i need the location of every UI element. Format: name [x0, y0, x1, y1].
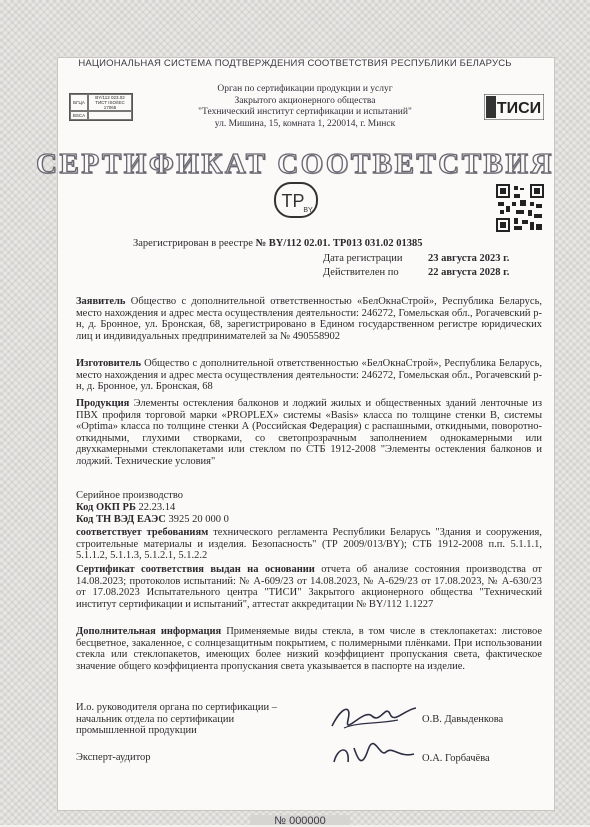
organ-line-3: "Технический институт сертификации и испытаний" — [198, 107, 412, 117]
valid-until-date: 22 августа 2028 г. — [428, 267, 510, 278]
manufacturer-label: Изготовитель — [76, 358, 141, 369]
head-signature-icon — [328, 700, 420, 734]
head-title — [76, 702, 277, 737]
certification-body — [150, 84, 460, 130]
expert-label: Эксперт-аудитор — [76, 752, 151, 763]
applicant-text: Общество с дополнительной ответственностью «БелОкнаСтрой», Республика Беларусь, место нахождения и адрес места осуществления деятельности: 246272, Гомельская обл., Рогачевский р-н, д. Бронное, ул. Бронская, 68, зарегистрировано в Едином государственном регистре юридических лиц и индивидуальных предпринимателей за № 490558902 — [76, 296, 542, 342]
complies-text: технического регламента Республики Беларусь "Здания и сооружения, строительные материалы и изделия. Безопасность" (ТР 2009/013/BY); СТБ 1912-2008 п.п. 5.1.1.1, 5.1.1.2, 5.1.1.3, 5.1.2.1, 5.1.2.2 — [76, 527, 542, 561]
tr-mark-text: ТР — [281, 191, 305, 211]
valid-until-label: Действителен по — [323, 267, 399, 278]
accreditation-mark-tl: БГЦА — [70, 94, 88, 111]
expert-name: О.А. Горбачёва — [422, 753, 490, 764]
registry-number: № BY/112 02.01. ТР013 031.02 01385 — [255, 238, 423, 249]
additional-info-text: Применяемые виды стекла, в том числе в стеклопакетах: листовое бесцветное, закаленное, с солнцезащитным покрытием, с полимерными плёнками. При использовании стекла или стеклопакетов, имеющих более низкий коэффициент пропускания света, фактическое значение общего коэффициента пропускания света указывается в паспорте на изделие. — [76, 626, 542, 672]
tnved-code — [76, 514, 229, 525]
product-label: Продукция — [76, 398, 130, 409]
head-title-line-1: И.о. руководителя органа по сертификации – — [76, 702, 278, 713]
product-text: Элементы остекления балконов и лоджий жилых и общественных зданий ленточные из ПВХ профиля торговой марки «PROPLEX» системы «Basis» класса по толщине стенки В, системы «Optima» класса по толщине стенки А (Российская Федерация) с распашными, откидными, поворотно-откидными, глухими створками, со светопрозрачным заполнением однокамерными или двухкамерными стеклопакетами или стеклом по СТБ 1912-2008 "Элементы остекления балконов и лоджий. Технические условия" — [76, 398, 542, 467]
complies-section — [76, 527, 542, 562]
national-system-header: НАЦИОНАЛЬНАЯ СИСТЕМА ПОДТВЕРЖДЕНИЯ СООТВЕТСТВИЯ РЕСПУБЛИКИ БЕЛАРУСЬ — [78, 58, 512, 69]
accreditation-mark-br — [88, 111, 132, 120]
tnved-label: Код ТН ВЭД ЕАЭС — [76, 514, 166, 525]
additional-info-section — [76, 626, 542, 672]
qr-code-icon — [496, 184, 544, 232]
registration-date-label: Дата регистрации — [323, 253, 403, 264]
registry-line — [133, 238, 422, 249]
head-name: О.В. Давыденкова — [422, 714, 504, 725]
organ-line-1: Орган по сертификации продукции и услуг — [217, 84, 393, 94]
accreditation-mark — [69, 93, 133, 121]
head-title-line-3: промышленной продукции — [76, 725, 197, 736]
accreditation-mark-tr: BY/112 023.02 ТИСТ ISO/IEC 17065 — [88, 94, 132, 111]
complies-label: соответствует требованиям — [76, 527, 209, 538]
serial-production: Серийное производство — [76, 490, 184, 501]
manufacturer-text: Общество с дополнительной ответственностью «БелОкнаСтрой», Республика Беларусь, место нахождения и адрес места осуществления деятельности: 246272, Гомельская обл., Рогачевский р-н, д. Бронное, ул. Бронская, 68 — [76, 358, 542, 392]
product-section — [76, 398, 542, 467]
by-mark-text: BY — [303, 207, 313, 214]
additional-info-label: Дополнительная информация — [76, 626, 222, 637]
organ-line-2: Закрытого акционерного общества — [234, 95, 376, 106]
applicant-section — [76, 296, 542, 342]
okp-code — [76, 502, 175, 513]
okp-label: Код ОКП РБ — [76, 502, 136, 513]
certificate-blank-number: № 000000 — [250, 815, 350, 825]
registration-date: 23 августа 2023 г. — [428, 253, 510, 264]
tisi-logo — [484, 94, 544, 120]
applicant-label: Заявитель — [76, 296, 126, 307]
organ-line-4: ул. Мишина, 15, комната 1, 220014, г. Минск — [214, 118, 396, 129]
basis-label: Сертификат соответствия выдан на основании — [76, 564, 315, 575]
tnved-value: 3925 20 000 0 — [168, 514, 229, 525]
basis-section — [76, 564, 542, 610]
basis-text: отчета об анализе состояния производства от 14.08.2023; протоколов испытаний: № А-609/23 от 14.08.2023, № А-629/23 от 17.08.2023, № А-630/23 от 17.08.2023 Испытательного центра "ТИСИ" Закрытого акционерного общества "Технический институт сертификации и испытаний", аттестат аккредитации № BY/112 1.1227 — [76, 564, 543, 610]
tr-by-mark-icon — [274, 182, 318, 218]
manufacturer-section — [76, 358, 542, 393]
tisi-logo-text: ТИСИ — [496, 100, 542, 117]
certificate-title: СЕРТИФИКАТ СООТВЕТСТВИЯ — [36, 148, 554, 180]
okp-value: 22.23.14 — [138, 502, 176, 513]
expert-signature-icon — [328, 740, 418, 774]
head-title-line-2: начальник отдела по сертификации — [76, 713, 235, 725]
accreditation-mark-bl: BSCA — [70, 111, 88, 120]
registry-label: Зарегистрирован в реестре — [133, 238, 253, 249]
